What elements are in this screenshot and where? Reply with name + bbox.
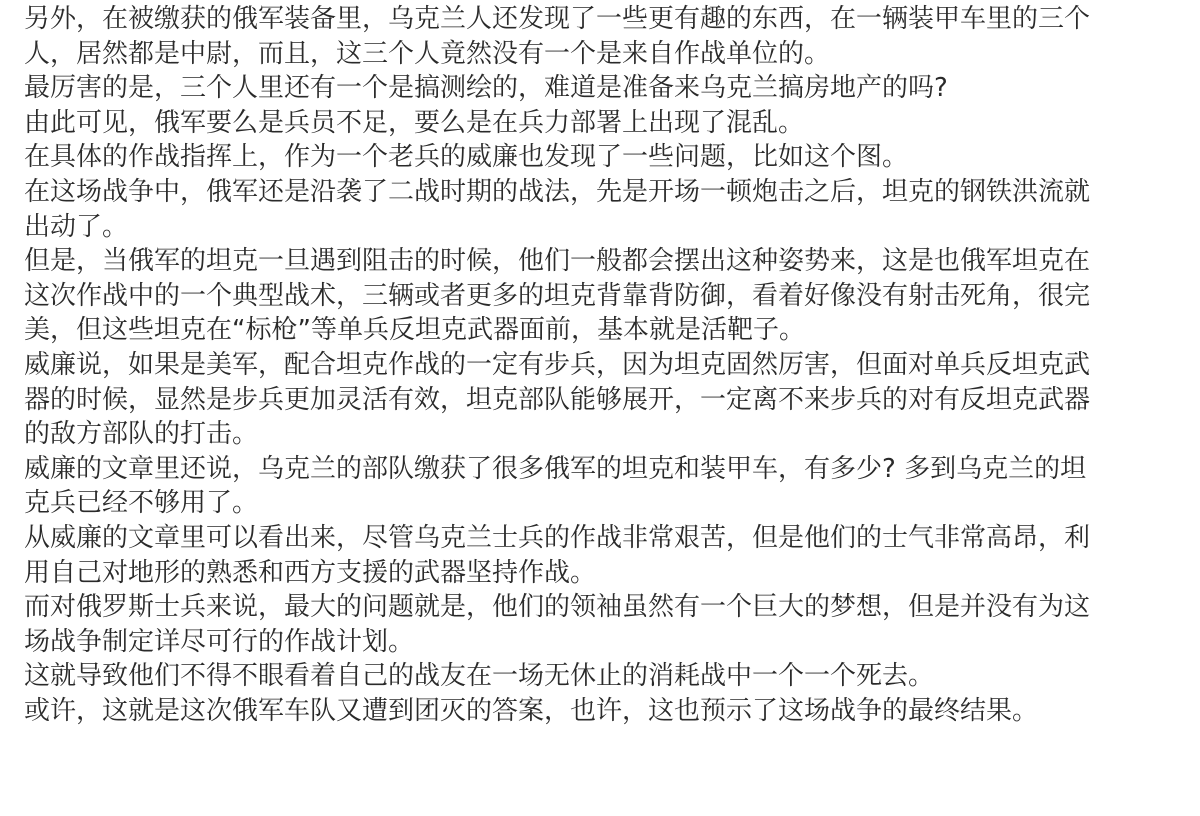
article-line: 从威廉的文章里可以看出来，尽管乌克兰士兵的作战非常艰苦，但是他们的士气非常高昂，利: [24, 522, 1091, 553]
article-line: 出动了。: [24, 211, 129, 242]
article-line: 这就导致他们不得不眼看着自己的战友在一场无休止的消耗战中一个一个死去。: [24, 661, 935, 692]
article-line: 另外，在被缴获的俄军装备里，乌克兰人还发现了一些更有趣的东西，在一辆装甲车里的三个: [24, 4, 1091, 34]
article-line: 人，居然都是中尉，而且，这三个人竟然没有一个是来自作战单位的。: [24, 38, 831, 69]
article-line: 场战争制定详尽可行的作战计划。: [24, 626, 415, 657]
article-line: 威廉说，如果是美军，配合坦克作战的一定有步兵，因为坦克固然厉害，但面对单兵反坦克武: [24, 349, 1091, 380]
article-line: 这次作战中的一个典型战术，三辆或者更多的坦克背靠背防御，看着好像没有射击死角，很完: [24, 280, 1091, 311]
article-line: 器的时候，显然是步兵更加灵活有效，坦克部队能够展开，一定离不来步兵的对有反坦克武器: [24, 384, 1091, 415]
article-line: 用自己对地形的熟悉和西方支援的武器坚持作战。: [24, 557, 597, 588]
article-line: 最厉害的是，三个人里还有一个是搞测绘的，难道是准备来乌克兰搞房地产的吗?: [24, 73, 948, 104]
article-line: 威廉的文章里还说，乌克兰的部队缴获了很多俄军的坦克和装甲车，有多少? 多到乌克兰的坦: [24, 453, 1087, 484]
article-line: 或许，这就是这次俄军车队又遭到团灭的答案，也许，这也预示了这场战争的最终结果。: [24, 695, 1039, 726]
article-line: 在这场战争中，俄军还是沿袭了二战时期的战法，先是开场一顿炮击之后，坦克的钢铁洪流就: [24, 176, 1091, 207]
article-line: 的敌方部队的打击。: [24, 419, 259, 450]
article-line: 由此可见，俄军要么是兵员不足，要么是在兵力部署上出现了混乱。: [24, 107, 805, 138]
article-line: 克兵已经不够用了。: [24, 488, 259, 519]
article-line: 而对俄罗斯士兵来说，最大的问题就是，他们的领袖虽然有一个巨大的梦想，但是并没有为这: [24, 592, 1091, 623]
article-line: 在具体的作战指挥上，作为一个老兵的威廉也发现了一些问题，比如这个图。: [24, 142, 909, 173]
article-line: 但是，当俄军的坦克一旦遇到阻击的时候，他们一般都会摆出这种姿势来，这是也俄军坦克在: [24, 246, 1091, 277]
article-line: 美，但这些坦克在“标枪”等单兵反坦克武器面前，基本就是活靶子。: [24, 315, 805, 346]
